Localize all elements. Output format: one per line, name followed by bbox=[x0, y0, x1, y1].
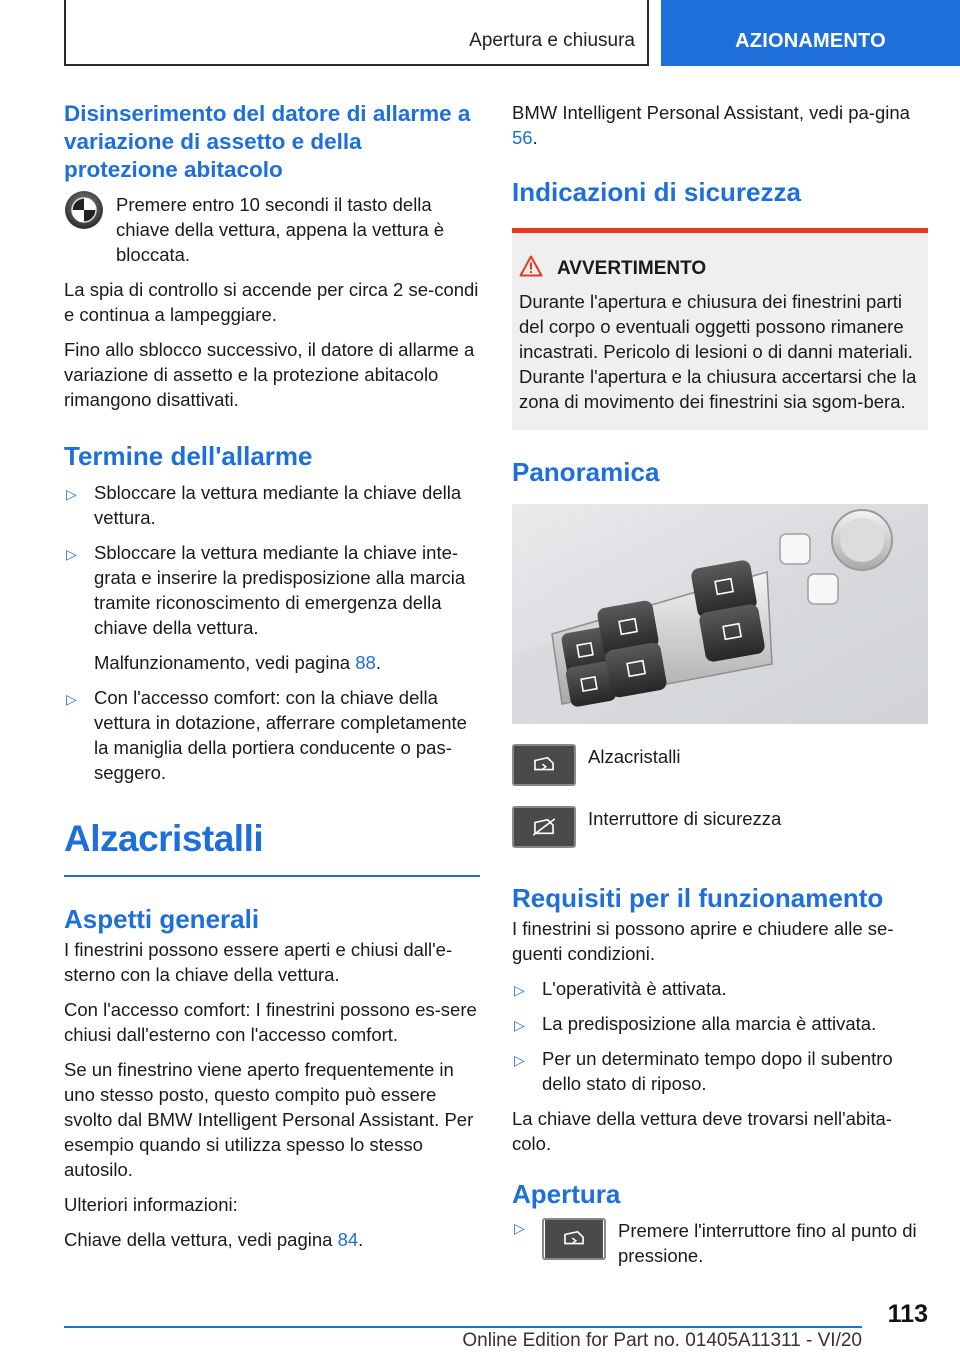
warning-box bbox=[512, 228, 928, 430]
page-link-56[interactable]: 56 bbox=[512, 127, 533, 148]
para-requisiti: I finestrini si possono aprire e chiudere alle se-guenti condizioni. bbox=[512, 918, 894, 964]
key-reference: Chiave della vettura, vedi pagina 84. bbox=[64, 1229, 364, 1250]
header-chapter: Apertura e chiusura bbox=[469, 30, 635, 51]
warning-title: AVVERTIMENTO bbox=[557, 258, 707, 279]
door-panel-illustration bbox=[512, 504, 928, 724]
apertura-text: Premere l'interruttore fino al punto di pressione. bbox=[618, 1220, 917, 1266]
footer-rule bbox=[64, 1326, 862, 1328]
heading-alarm-off: Disinserimento del datore di allarme a variazione di assetto e della protezione abitacolo bbox=[64, 101, 471, 182]
bmw-key-icon bbox=[64, 190, 104, 230]
list-item: ▷ La predisposizione alla marcia è attivata. bbox=[512, 1011, 928, 1036]
heading-generali: Aspetti generali bbox=[64, 904, 260, 934]
triangle-right-icon: ▷ bbox=[514, 1220, 525, 1236]
heading-main: Alzacristalli bbox=[64, 818, 264, 859]
page-number: 113 bbox=[887, 1300, 928, 1328]
triangle-right-icon: ▷ bbox=[66, 546, 77, 562]
para-gen3: Se un finestrino viene aperto frequentemente in uno stesso posto, questo compito può essere svolto dal BMW Intelligent Personal Assistant. Per esempio quando si utilizza spesso lo stesso autosilo. bbox=[64, 1059, 474, 1180]
triangle-right-icon: ▷ bbox=[66, 691, 77, 707]
list-item: ▷ Sbloccare la vettura mediante la chiave inte-grata e inserire la predisposizione alla marcia tramite riconoscimento di emergenza della chiave della vettura. Malfunzionamento, vedi pagina 88. bbox=[64, 540, 480, 675]
heading-panoramica: Panoramica bbox=[512, 457, 660, 487]
key-text: Premere entro 10 secondi il tasto della chiave della vettura, appena la vettura è bloccata. bbox=[116, 194, 445, 265]
list-item: ▷ L'operatività è attivata. bbox=[512, 976, 928, 1001]
window-switch-icon bbox=[542, 1218, 606, 1260]
apertura-step bbox=[512, 1218, 928, 1268]
list-item: ▷ Con l'accesso comfort: con la chiave della vettura in dotazione, afferrare completamente la maniglia della portiera conducente o pas-seggero. bbox=[66, 687, 467, 783]
window-switch-photo bbox=[512, 504, 928, 724]
para-gen1: I finestrini possono essere aperti e chiusi dall'e-sterno con la chiave della vettura. bbox=[64, 939, 453, 985]
safety-switch-icon bbox=[512, 806, 576, 848]
page-link-84[interactable]: 84 bbox=[337, 1229, 359, 1250]
para-spia: La spia di controllo si accende per circa 2 se-condi e continua a lampeggiare. bbox=[64, 279, 479, 325]
footer-edition: Online Edition for Part no. 01405A11311 - VI/20 bbox=[462, 1330, 862, 1351]
header-chapter-tab bbox=[64, 0, 649, 66]
page-link-88[interactable]: 88 bbox=[355, 652, 376, 673]
heading-rule bbox=[64, 875, 480, 877]
triangle-right-icon: ▷ bbox=[514, 1017, 525, 1033]
assistant-reference: BMW Intelligent Personal Assistant, vedi pa-gina 56. bbox=[512, 102, 910, 148]
para-gen2: Con l'accesso comfort: I finestrini possono es-sere chiusi dall'esterno con l'accesso comfort. bbox=[64, 999, 477, 1045]
window-switch-icon bbox=[512, 744, 576, 786]
warning-text: Durante l'apertura e chiusura dei finestrini parti del corpo o eventuali oggetti possono rimanere incastrati. Pericolo di lesioni o di danni materiali. Durante l'apertura e la chiusura accertarsi che la zona di movimento dei finestrini sia sgom-bera. bbox=[519, 291, 917, 412]
right-column bbox=[512, 100, 928, 1278]
para-fino: Fino allo sblocco successivo, il datore di allarme a variazione di assetto e la protezione abitacolo rimangono disattivati. bbox=[64, 339, 475, 410]
heading-termine: Termine dell'allarme bbox=[64, 441, 313, 471]
legend-safety-label: Interruttore di sicurezza bbox=[588, 808, 782, 829]
warning-title-row bbox=[519, 255, 921, 281]
list-item: ▷ Sbloccare la vettura mediante la chiave della vettura. bbox=[66, 482, 462, 528]
list-item: ▷ Per un determinato tempo dopo il subentro dello stato di riposo. bbox=[514, 1048, 893, 1094]
triangle-right-icon: ▷ bbox=[514, 982, 525, 998]
header-section: AZIONAMENTO bbox=[735, 30, 886, 52]
warning-triangle-icon bbox=[519, 255, 543, 277]
legend-window-switch bbox=[512, 744, 928, 786]
left-column bbox=[64, 100, 480, 1262]
header-section-tab bbox=[661, 0, 960, 66]
requisiti-list bbox=[512, 976, 928, 1096]
heading-requisiti: Requisiti per il funzionamento bbox=[512, 883, 884, 913]
legend-window-label: Alzacristalli bbox=[588, 746, 681, 767]
para-ulteriori: Ulteriori informazioni: bbox=[64, 1194, 238, 1215]
heading-apertura: Apertura bbox=[512, 1179, 621, 1209]
legend-safety-switch bbox=[512, 806, 928, 848]
heading-sicurezza: Indicazioni di sicurezza bbox=[512, 177, 801, 207]
termine-list bbox=[64, 480, 480, 785]
malfunction-reference: Malfunzionamento, vedi pagina 88. bbox=[94, 652, 381, 673]
key-instruction bbox=[64, 192, 480, 267]
triangle-right-icon: ▷ bbox=[514, 1052, 525, 1068]
triangle-right-icon: ▷ bbox=[66, 486, 77, 502]
para-chiave: La chiave della vettura deve trovarsi nell'abita-colo. bbox=[512, 1108, 892, 1154]
